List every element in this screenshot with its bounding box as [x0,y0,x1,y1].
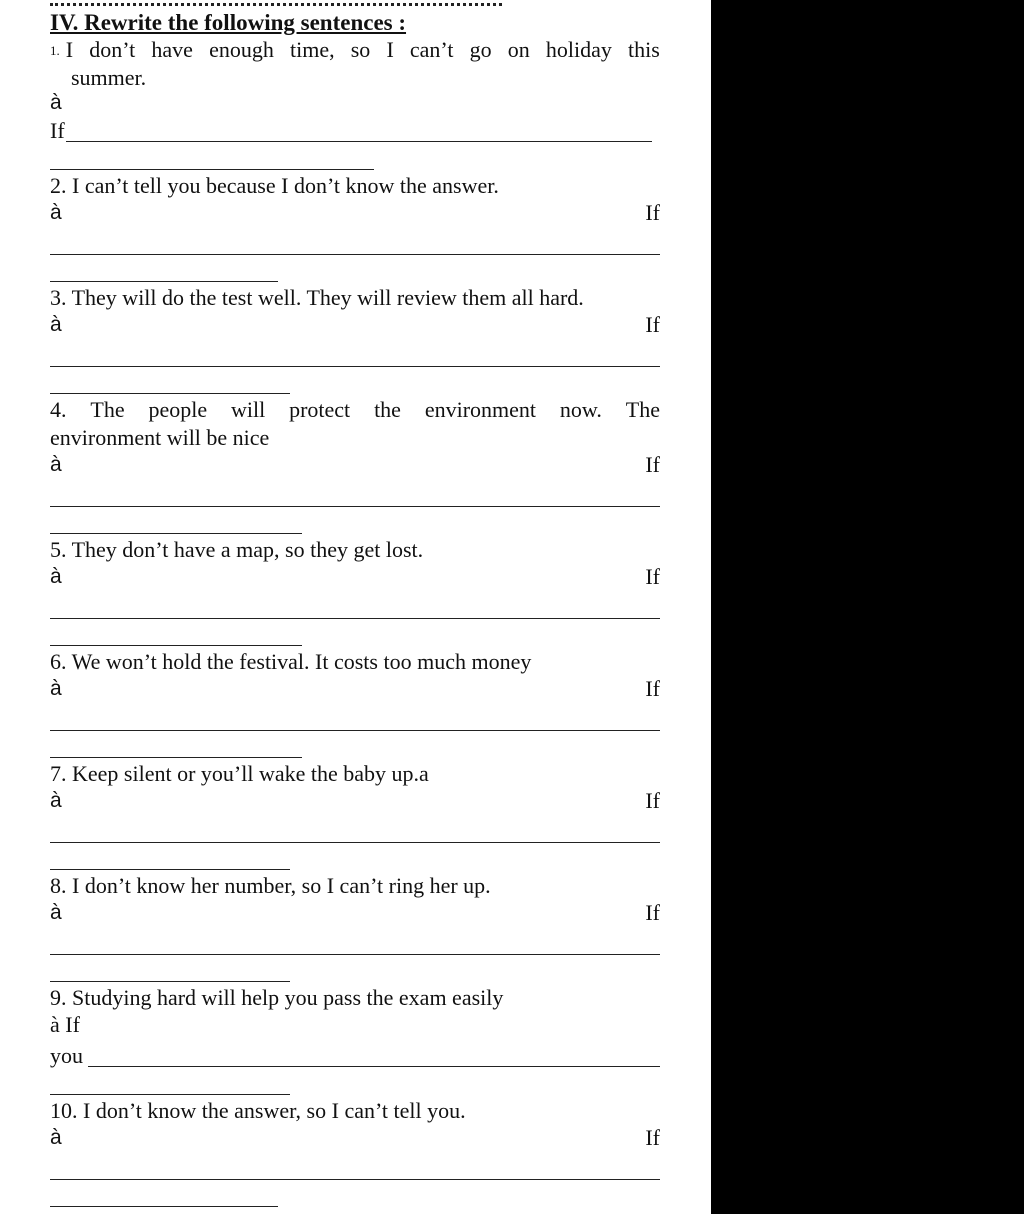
word: have [151,37,193,62]
question-7: 7. Keep silent or you’ll wake the baby up.a [50,761,429,786]
section-heading: IV. Rewrite the following sentences : [50,10,407,35]
word: 4. [50,397,67,422]
word: don’t [89,37,136,62]
arrow-symbol: à [50,565,62,588]
if-prompt: If [645,1125,660,1150]
prompt-row [50,900,660,926]
answer-line[interactable] [50,254,660,255]
arrow-symbol: à [50,677,62,700]
answer-line[interactable] [50,169,374,170]
arrow-symbol: à [50,453,62,476]
arrow-symbol: à [50,201,62,224]
prompt-row [50,1125,660,1151]
answer-line[interactable] [50,1206,278,1207]
if-prompt: If [645,200,660,225]
word: The [625,397,660,422]
answer-line[interactable] [50,281,278,282]
answer-line[interactable] [50,393,290,394]
answer-line[interactable] [50,981,290,982]
if-prompt: If [645,564,660,589]
prompt-row [50,452,660,478]
word: now. [559,397,602,422]
answer-line[interactable] [50,757,302,758]
word: can’t [409,37,454,62]
word: holiday [545,37,612,62]
question-4-line-2: environment will be nice [50,425,270,450]
question-8: 8. I don’t know her number, so I can’t ring her up. [50,873,491,898]
answer-line[interactable] [50,366,660,367]
word: 1. I [50,37,74,62]
prompt-row [50,200,660,226]
answer-line[interactable] [50,645,302,646]
answer-line[interactable] [50,1094,290,1095]
question-9: 9. Studying hard will help you pass the exam easily [50,985,504,1010]
question-5: 5. They don’t have a map, so they get lost. [50,537,424,562]
prompt-row [50,788,660,814]
black-side-panel [711,0,1024,1214]
if-prompt: If [645,788,660,813]
question-number: 1. [50,43,60,58]
word: enough [209,37,274,62]
answer-line[interactable] [50,1179,660,1180]
arrow-symbol: à [50,91,62,114]
answer-prefix-9: you [50,1043,83,1068]
prompt-row [50,564,660,590]
word: the [374,397,401,422]
prompt-row [50,312,660,338]
arrow-symbol: à [50,313,62,336]
answer-line[interactable] [66,141,652,142]
answer-line[interactable] [50,533,302,534]
answer-line[interactable] [50,506,660,507]
word: on [507,37,530,62]
arrow-symbol: à [50,901,62,924]
prompt-row [50,676,660,702]
word: so [350,37,371,62]
word: time, [289,37,335,62]
question-2: 2. I can’t tell you because I don’t know the answer. [50,173,499,198]
if-prompt: If [645,452,660,477]
word: people [148,397,208,422]
question-4-line-1 [50,397,660,423]
question-1-line-2: summer. [71,65,147,90]
word: protect [289,397,351,422]
word: environment [424,397,537,422]
question-1-line-1 [50,37,660,64]
question-3: 3. They will do the test well. They will review them all hard. [50,285,584,310]
question-10: 10. I don’t know the answer, so I can’t tell you. [50,1098,466,1123]
word: The [90,397,125,422]
answer-prefix-1: If [50,118,65,143]
if-prompt: If [645,312,660,337]
answer-line[interactable] [50,869,290,870]
word: go [469,37,492,62]
arrow-symbol: à [50,789,62,812]
arrow-symbol: à [50,1126,62,1149]
top-dotted-line [50,0,502,6]
answer-line[interactable] [50,954,660,955]
answer-line[interactable] [50,842,660,843]
word: this [628,37,660,62]
if-prompt: If [645,900,660,925]
word: will [230,397,266,422]
question-6: 6. We won’t hold the festival. It costs too much money [50,649,532,674]
word: I [386,37,394,62]
question-9-prompt: à If [50,1012,80,1037]
answer-line[interactable] [88,1066,660,1067]
if-prompt: If [645,676,660,701]
answer-line[interactable] [50,618,660,619]
answer-line[interactable] [50,730,660,731]
